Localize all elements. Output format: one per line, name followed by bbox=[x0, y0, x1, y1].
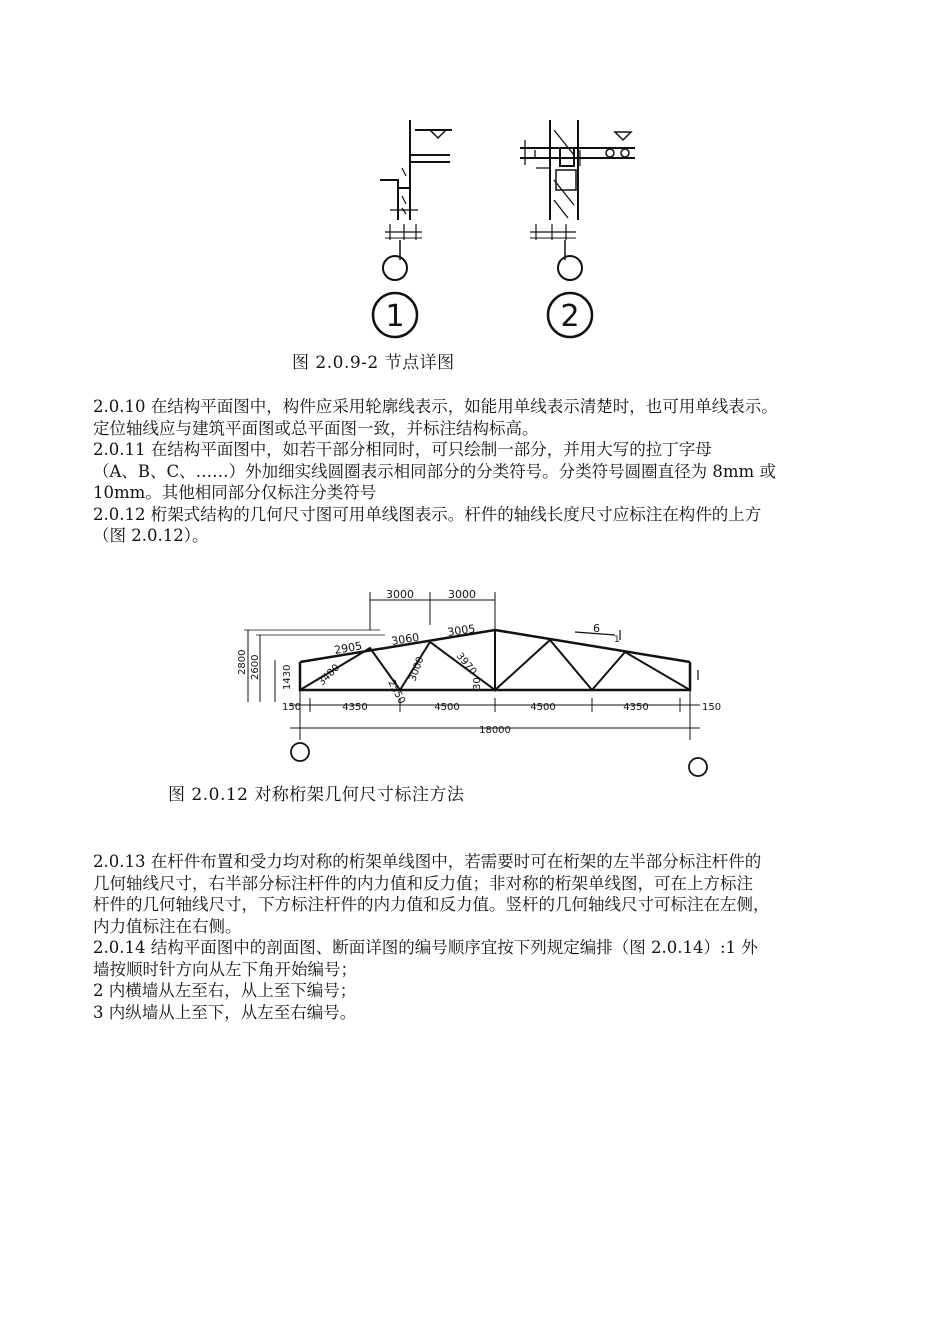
para-line: 3 内纵墙从上至下，从左至右编号。 bbox=[93, 1002, 357, 1022]
height-dim-2800: 2800 bbox=[237, 649, 248, 675]
para-line: 10mm。其他相同部分仅标注分类符号 bbox=[93, 483, 377, 502]
para-line: 2 内横墙从左至右，从上至下编号； bbox=[93, 981, 357, 1000]
top-dim-2: 3000 bbox=[448, 588, 476, 601]
slope-value: 6 bbox=[593, 622, 600, 635]
para-line: 2.0.12 桁架式结构的几何尺寸图可用单线图表示。杆件的轴线长度尺寸应标注在构件的上方 bbox=[93, 504, 762, 524]
truss-figure bbox=[230, 580, 730, 780]
member-dim-2: 2550 bbox=[385, 678, 408, 706]
para-line: 定位轴线应与建筑平面图或总平面图一致，并标注结构标高。 bbox=[93, 418, 539, 438]
paragraph-block-1 bbox=[93, 396, 883, 547]
bottom-dim-5: 4350 bbox=[623, 702, 649, 713]
bottom-dim-1: 150 bbox=[282, 702, 302, 713]
chord-dim-1: 2905 bbox=[333, 639, 364, 657]
node-label-1: 1 bbox=[385, 299, 405, 334]
bottom-dim-3: 4500 bbox=[434, 702, 460, 713]
member-dim-3: 3000 bbox=[407, 655, 427, 684]
chord-dim-2: 3060 bbox=[390, 630, 421, 648]
para-line: 2.0.13 在杆件布置和受力均对称的桁架单线图中，若需要时可在桁架的左半部分标注杆件的 bbox=[93, 852, 762, 871]
para-line: 2.0.11 在结构平面图中，如若干部分相同时，可只绘制一部分，并用大写的拉丁字母 bbox=[93, 440, 712, 459]
para-line: （图 2.0.12）。 bbox=[93, 526, 209, 545]
height-dim-2600: 2600 bbox=[250, 654, 261, 680]
height-dim-1430: 1430 bbox=[282, 664, 293, 690]
top-dim-1: 3000 bbox=[386, 588, 414, 601]
para-line: 墙按顺时针方向从左下角开始编号； bbox=[93, 959, 357, 979]
node-detail-figure bbox=[340, 110, 660, 350]
member-dim-1: 3480 bbox=[316, 662, 343, 689]
para-line: 内力值标注在右侧。 bbox=[93, 916, 242, 936]
node-label-2: 2 bbox=[560, 299, 580, 334]
figure-2-caption: 图 2.0.12 对称桁架几何尺寸标注方法 bbox=[168, 785, 465, 805]
figure-1-caption: 图 2.0.9-2 节点详图 bbox=[292, 353, 455, 373]
chord-dim-3: 3005 bbox=[446, 622, 477, 639]
bottom-dim-4: 4500 bbox=[530, 702, 556, 713]
total-span: 18000 bbox=[479, 725, 511, 736]
para-line: 杆件的几何轴线尺寸，下方标注杆件的内力值和反力值。竖杆的几何轴线尺寸可标注在左侧， bbox=[93, 895, 770, 914]
para-line: （A、B、C、……）外加细实线圆圈表示相同部分的分类符号。分类符号圆圈直径为 8mm 或 bbox=[93, 461, 776, 481]
member-dim-4: 3970 bbox=[453, 650, 479, 678]
member-dim-5: 30 bbox=[472, 677, 483, 690]
para-line: 2.0.14 结构平面图中的剖面图、断面详图的编号顺序宜按下列规定编排（图 2.0.14）:1 外 bbox=[93, 938, 758, 957]
bottom-dim-6: 150 bbox=[702, 702, 722, 713]
para-line: 几何轴线尺寸，右半部分标注杆件的内力值和反力值；非对称的桁架单线图，可在上方标注 bbox=[93, 873, 753, 893]
bottom-dim-2: 4350 bbox=[342, 702, 368, 713]
para-line: 2.0.10 在结构平面图中，构件应采用轮廓线表示，如能用单线表示清楚时，也可用单线表示。 bbox=[93, 397, 778, 416]
paragraph-block-2 bbox=[93, 851, 883, 1023]
slope-base: 1 bbox=[614, 635, 620, 645]
